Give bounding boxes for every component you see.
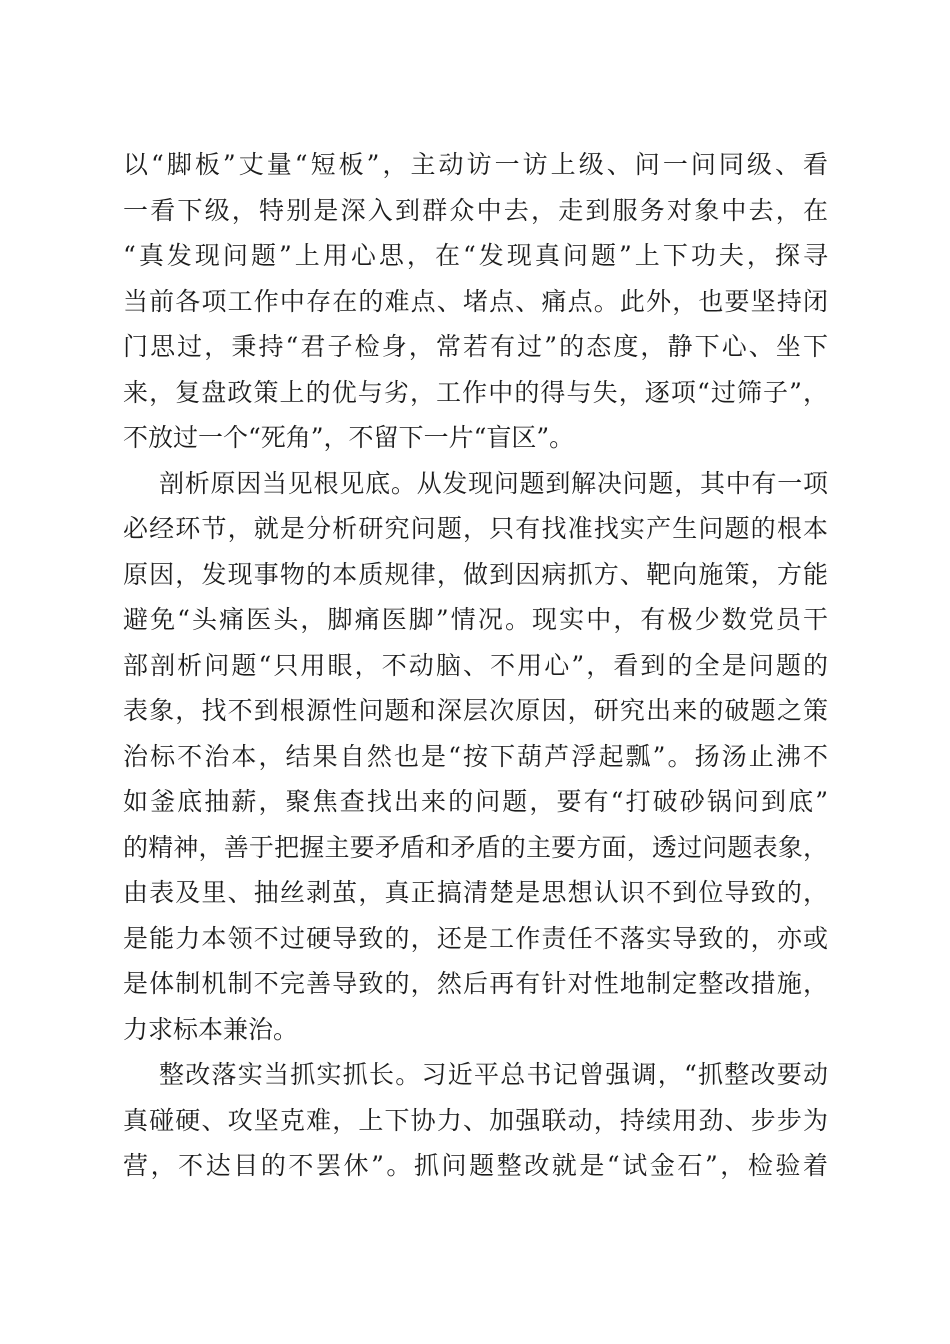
- paragraph-1-line-7: 不放过一个“死角”，不留下一片“盲区”。: [123, 423, 575, 452]
- paragraph-1-line-3: “真发现问题”上用心思，在“发现真问题”上下功夫，探寻: [123, 241, 828, 270]
- paragraph-3-line-1: 整改落实当抓实抓长。习近平总书记曾强调，“抓整改要动: [159, 1060, 828, 1089]
- paragraph-3-line-2: 真碰硬、攻坚克难，上下协力、加强联动，持续用劲、步步为: [123, 1105, 828, 1135]
- paragraph-2-line-9: 的精神，善于把握主要矛盾和矛盾的主要方面，透过问题表象，: [123, 832, 828, 862]
- paragraph-2-line-5: 部剖析问题“只用眼，不动脑、不用心”，看到的全是问题的: [123, 650, 828, 680]
- paragraph-3-line-3: 营，不达目的不罢休”。抓问题整改就是“试金石”，检验着: [123, 1151, 828, 1180]
- paragraph-2-line-3: 原因，发现事物的本质规律，做到因病抓方、靶向施策，方能: [123, 559, 828, 589]
- paragraph-2-line-2: 必经环节，就是分析研究问题，只有找准找实产生问题的根本: [123, 514, 828, 543]
- paragraph-2-line-8: 如釜底抽薪，聚焦查找出来的问题，要有“打破砂锅问到底”: [123, 787, 828, 816]
- paragraph-2-line-11: 是能力本领不过硬导致的，还是工作责任不落实导致的，亦或: [123, 923, 828, 953]
- paragraph-2-line-4: 避免“头痛医头，脚痛医脚”情况。现实中，有极少数党员干: [123, 605, 828, 634]
- paragraph-1-line-6: 来，复盘政策上的优与劣，工作中的得与失，逐项“过筛子”，: [123, 377, 828, 407]
- paragraph-2-line-10: 由表及里、抽丝剥茧，真正搞清楚是思想认识不到位导致的，: [123, 878, 828, 907]
- paragraph-1-line-4: 当前各项工作中存在的难点、堵点、痛点。此外，也要坚持闭: [123, 286, 828, 316]
- paragraph-1-line-2: 一看下级，特别是深入到群众中去，走到服务对象中去，在: [123, 195, 828, 225]
- paragraph-2-line-1: 剖析原因当见根见底。从发现问题到解决问题，其中有一项: [159, 468, 828, 498]
- body-text: [123, 142, 828, 1189]
- paragraph-2-line-13: 力求标本兼治。: [123, 1014, 299, 1044]
- paragraph-2-line-7: 治标不治本，结果自然也是“按下葫芦浮起瓢”。扬汤止沸不: [123, 741, 828, 771]
- paragraph-2-line-6: 表象，找不到根源性问题和深层次原因，研究出来的破题之策: [123, 696, 828, 725]
- paragraph-1-line-1: 以“脚板”丈量“短板”，主动访一访上级、问一问同级、看: [123, 150, 828, 179]
- paragraph-1-line-5: 门思过，秉持“君子检身，常若有过”的态度，静下心、坐下: [123, 332, 828, 361]
- paragraph-2-line-12: 是体制机制不完善导致的，然后再有针对性地制定整改措施，: [123, 969, 828, 998]
